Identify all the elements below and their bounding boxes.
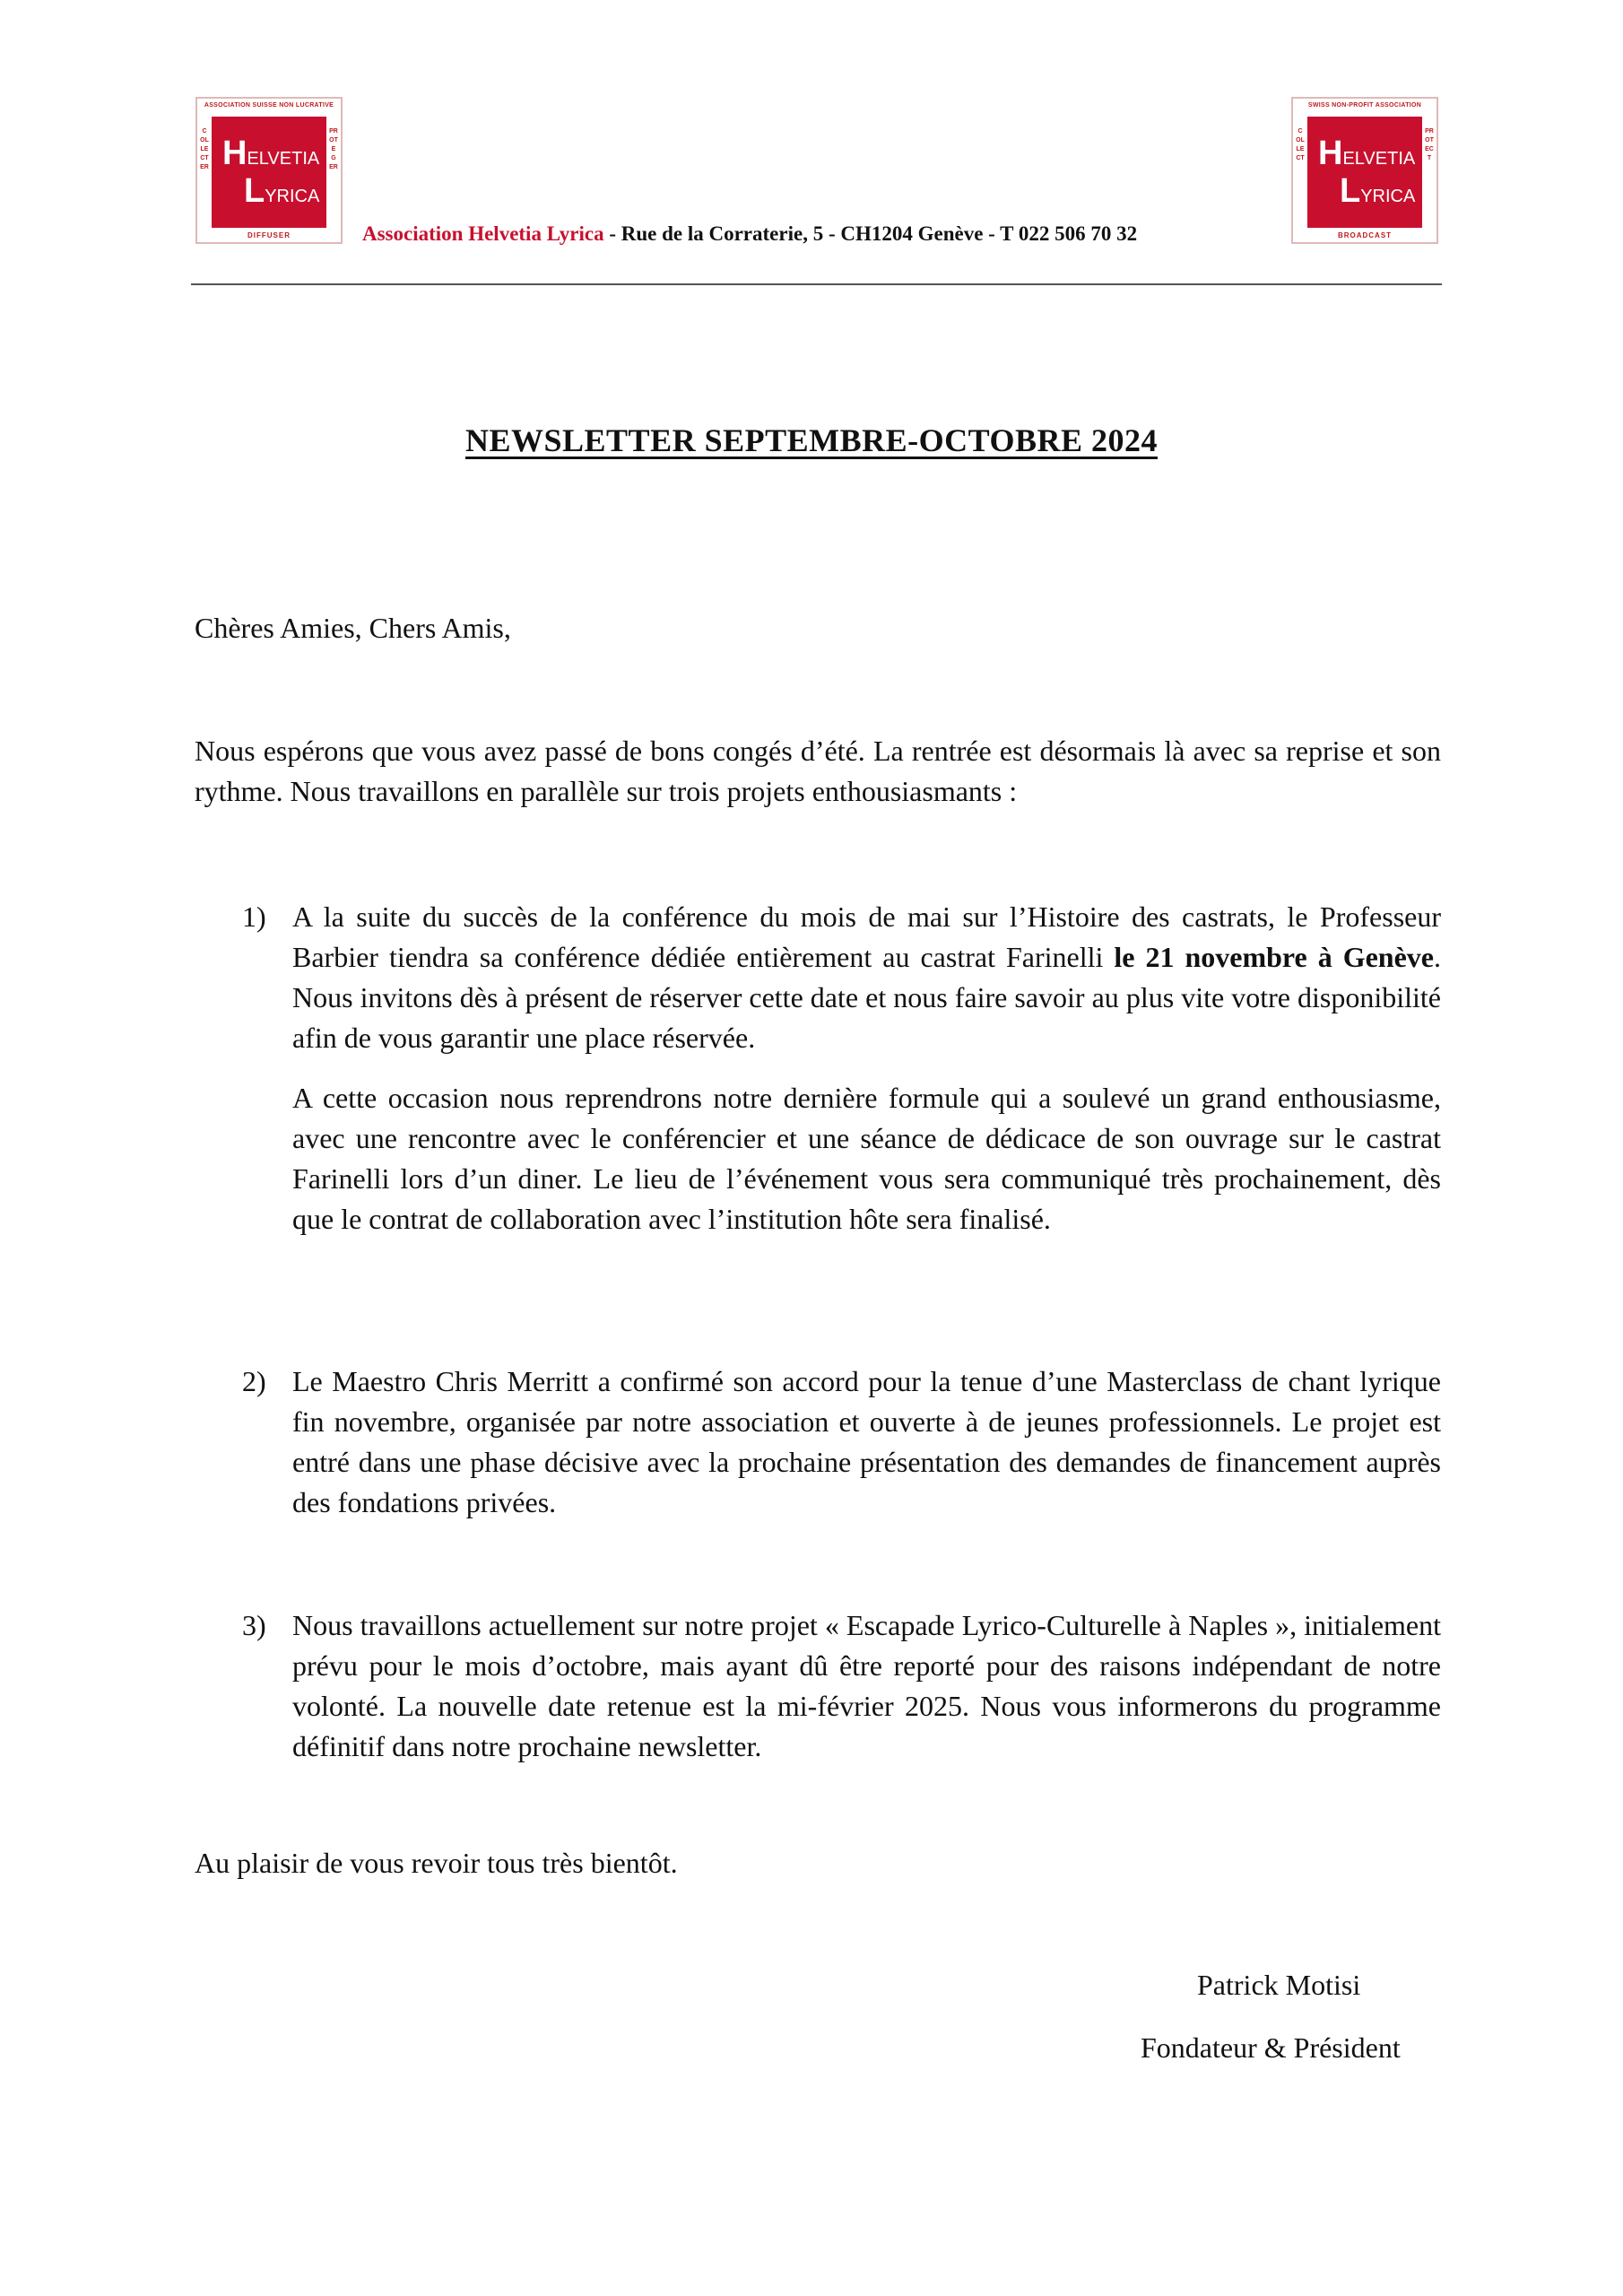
list-item-number: 3): [242, 1609, 266, 1641]
logo-left-side-left: COLLECTER: [200, 128, 209, 170]
closing-line: Au plaisir de vous revoir tous très bientôt.: [195, 1847, 678, 1879]
list-item-2: [242, 1361, 1441, 1523]
intro-paragraph: Nous espérons que vous avez passé de bons congés d’été. La rentrée est désormais là avec sa reprise et son rythme. Nous travaillons en parallèle sur trois projets enthousiasmants :: [195, 735, 1441, 807]
list-item-1: [242, 897, 1441, 1239]
greeting: Chères Amies, Chers Amis,: [195, 612, 511, 644]
logo-left: [195, 97, 343, 244]
logo-left-word-helvetia: HELVETIA: [222, 135, 320, 172]
logo-right-word-helvetia: HELVETIA: [1318, 135, 1416, 172]
list-item-1-paragraph-2: A cette occasion nous reprendrons notre dernière formule qui a soulevé un grand enthousiasme, avec une rencontre avec le conférencier et une séance de dédicace de son ouvrage sur le castrat Farinelli lors d’un diner. Le lieu de l’événement vous sera communiqué très prochainement, dès que le contrat de collaboration avec l’institution hôte sera finalisé.: [292, 1082, 1441, 1235]
organization-name: Association Helvetia Lyrica: [362, 222, 604, 245]
logo-left-top-text: ASSOCIATION SUISSE NON LUCRATIVE: [204, 102, 334, 109]
header-divider: [191, 283, 1442, 285]
list-item-3-text: Nous travaillons actuellement sur notre projet « Escapade Lyrico-Culturelle à Naples », initialement prévu pour le mois d’octobre, mais ayant dû être reporté pour des raisons indépendant de notre volonté. La nouvelle date retenue est la mi-février 2025. Nous vous informerons du programme définitif dans notre prochaine newsletter.: [292, 1609, 1441, 1762]
logo-left-side-right: PROTEGER: [329, 128, 338, 170]
list-item-3: [242, 1605, 1441, 1767]
logo-right-word-lyrica: LYRICA: [1340, 172, 1416, 210]
header-address: [362, 222, 1137, 246]
list-item-number: 1): [242, 900, 266, 933]
logo-right-top-text: SWISS NON-PROFIT ASSOCIATION: [1307, 102, 1422, 109]
signature-role: Fondateur & Président: [1141, 2031, 1401, 2064]
address-line: - Rue de la Corraterie, 5 - CH1204 Genève - T 022 506 70 32: [603, 222, 1138, 245]
logo-left-red-box: [212, 117, 326, 228]
event-date: le 21 novembre à Genève: [1114, 941, 1435, 973]
list-item-1-paragraph-1: A la suite du succès de la conférence du mois de mai sur l’Histoire des castrats, le Professeur Barbier tiendra sa conférence dédiée entièrement au castrat Farinelli le 21 novembre à Genève. Nous invitons dès à présent de réserver cette date et nous faire savoir au plus vite votre disponibilité afin de vous garantir une place réservée.: [292, 900, 1442, 1054]
logo-left-word-lyrica: LYRICA: [244, 172, 320, 210]
logo-right-side-left: COLLECT: [1296, 128, 1305, 161]
logo-right: [1291, 97, 1438, 244]
logo-right-red-box: [1307, 117, 1422, 228]
logo-right-side-right: PROTECT: [1425, 128, 1434, 161]
logo-left-bottom-text: DIFFUSER: [247, 231, 291, 239]
signature-name: Patrick Motisi: [1197, 1969, 1361, 2001]
list-item-2-text: Le Maestro Chris Merritt a confirmé son accord pour la tenue d’une Masterclass de chant lyrique fin novembre, organisée par notre association et ouverte à de jeunes professionnels. Le projet est entré dans une phase décisive avec la prochaine présentation des demandes de financement auprès des fondations privées.: [292, 1365, 1441, 1518]
list-item-number: 2): [242, 1365, 266, 1397]
newsletter-title: NEWSLETTER SEPTEMBRE-OCTOBRE 2024: [464, 422, 1158, 458]
logo-right-bottom-text: BROADCAST: [1337, 231, 1393, 239]
